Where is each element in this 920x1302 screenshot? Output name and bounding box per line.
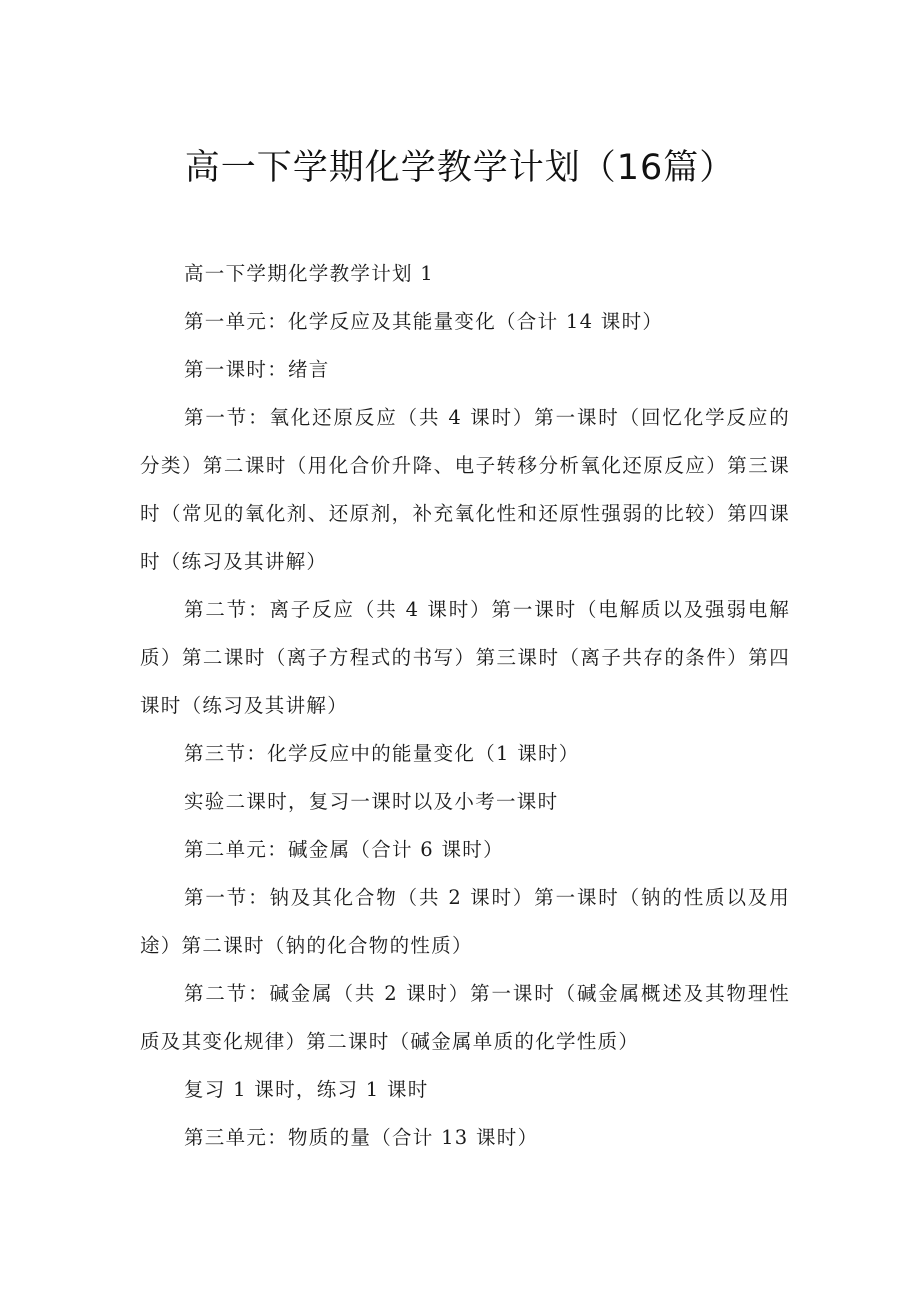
paragraph-section-3-energy: 第三节：化学反应中的能量变化（1 课时）: [184, 742, 580, 765]
document-body: [140, 250, 790, 1162]
paragraph-experiment-review: 实验二课时，复习一课时以及小考一课时: [184, 790, 559, 813]
paragraph-plan-heading: 高一下学期化学教学计划 1: [184, 262, 435, 285]
paragraph-section-1-redox: 第一节：氧化还原反应（共 4 课时）第一课时（回忆化学反应的分类）第二课时（用化合价升降、电子转移分析氧化还原反应）第三课时（常见的氧化剂、还原剂，补充氧化性和还原性强弱的比较）第四课时（练习及其讲解）: [140, 406, 790, 573]
paragraph-section-2-alkali: 第二节：碱金属（共 2 课时）第一课时（碱金属概述及其物理性质及其变化规律）第二课时（碱金属单质的化学性质）: [140, 982, 790, 1053]
paragraph-review-practice: 复习 1 课时，练习 1 课时: [184, 1078, 429, 1101]
paragraph-unit-1: 第一单元：化学反应及其能量变化（合计 14 课时）: [184, 310, 664, 333]
paragraph-unit-2: 第二单元：碱金属（合计 6 课时）: [184, 838, 504, 861]
paragraph-unit-3: 第三单元：物质的量（合计 13 课时）: [184, 1126, 539, 1149]
paragraph-section-1-sodium: 第一节：钠及其化合物（共 2 课时）第一课时（钠的性质以及用途）第二课时（钠的化合物的性质）: [140, 886, 790, 957]
paragraph-lesson-intro: 第一课时：绪言: [184, 358, 330, 381]
document-title: 高一下学期化学教学计划（16篇）: [184, 148, 736, 188]
paragraph-section-2-ionic: 第二节：离子反应（共 4 课时）第一课时（电解质以及强弱电解质）第二课时（离子方程式的书写）第三课时（离子共存的条件）第四课时（练习及其讲解）: [140, 598, 790, 717]
